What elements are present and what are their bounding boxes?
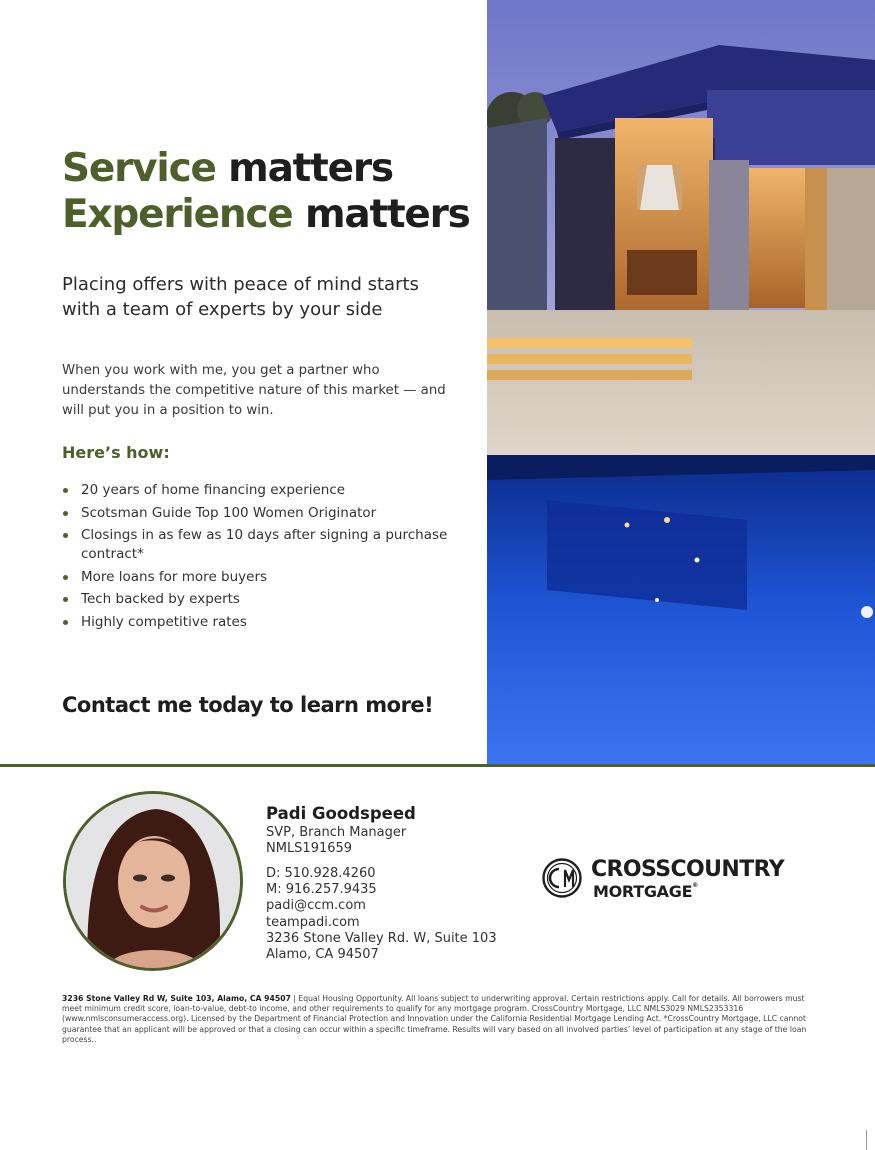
agent-title-block bbox=[266, 825, 406, 857]
brand-wordmark-mortgage: MORTGAGE bbox=[593, 882, 693, 901]
ccm-monogram-icon bbox=[542, 858, 582, 898]
benefit-item: Scotsman Guide Top 100 Women Originator bbox=[62, 504, 462, 523]
headline-matters-1: matters bbox=[228, 146, 393, 191]
benefit-item: Tech backed by experts bbox=[62, 590, 462, 609]
headline-line-2 bbox=[62, 192, 470, 238]
benefit-item: More loans for more buyers bbox=[62, 568, 462, 587]
intro-paragraph: When you work with me, you get a partner who understands the competitive nature of this market — and will put you in a position to win. bbox=[62, 363, 446, 418]
disclaimer-address: 3236 Stone Valley Rd W, Suite 103, Alamo, CA 94507 bbox=[62, 994, 291, 1003]
headline-line-1 bbox=[62, 146, 470, 192]
registered-mark: ® bbox=[692, 882, 698, 889]
agent-email[interactable]: padi@ccm.com bbox=[266, 898, 366, 914]
headline bbox=[62, 146, 470, 238]
benefit-item: Highly competitive rates bbox=[62, 613, 462, 632]
crosscountry-mortgage-logo bbox=[542, 858, 812, 904]
agent-website[interactable]: teampadi.com bbox=[266, 914, 360, 930]
benefits-list bbox=[62, 481, 462, 636]
agent-nmls: NMLS191659 bbox=[266, 841, 353, 857]
agent-contact-block bbox=[266, 866, 497, 963]
hero-photo-house-pool bbox=[487, 0, 875, 764]
disclaimer-text: | Equal Housing Opportunity. All loans subject to underwriting approval. Certain restrictions apply. Call for details. All borrowers must meet minimum credit score, loan-to-value, debt-to income, and other requirements to qualify for any mortgage program. CrossCountry Mortgage, LLC NMLS3029 NMLS2353316 (www.nmlsconsumeraccess.org). Licensed by the Department of Financial Protection and Innovation under the California Residential Mortgage Lending Act. *CrossCountry Mortgage, LLC cannot guarantee that an applicant will be approved or that a closing can occur within a specific timeframe. Results will vary based on all involved parties’ level of participation at any stage of the loan process.. bbox=[62, 994, 807, 1044]
subheadline: Placing offers with peace of mind starts with a team of experts by your side bbox=[62, 274, 419, 320]
benefit-item: Closings in as few as 10 days after signing a purchase contract* bbox=[62, 526, 462, 564]
headline-accent-service: Service bbox=[62, 146, 216, 191]
section-divider bbox=[0, 764, 875, 767]
agent-mobile-phone[interactable]: M: 916.257.9435 bbox=[266, 882, 377, 898]
headline-accent-experience: Experience bbox=[62, 192, 293, 237]
headline-matters-2: matters bbox=[304, 192, 470, 237]
agent-photo bbox=[63, 791, 243, 971]
call-to-action: Contact me today to learn more! bbox=[62, 693, 434, 717]
agent-title: SVP, Branch Manager bbox=[266, 825, 407, 840]
agent-address-line-1: 3236 Stone Valley Rd. W, Suite 103 bbox=[266, 930, 497, 946]
brand-wordmark-bottom bbox=[593, 882, 698, 901]
agent-name: Padi Goodspeed bbox=[266, 804, 416, 823]
benefit-item: 20 years of home financing experience bbox=[62, 481, 462, 500]
agent-direct-phone[interactable]: D: 510.928.4260 bbox=[266, 866, 376, 881]
legal-disclaimer bbox=[62, 994, 810, 1045]
how-heading: Here’s how: bbox=[62, 443, 170, 462]
agent-address-line-2: Alamo, CA 94507 bbox=[266, 947, 379, 963]
page-edge-mark bbox=[866, 1130, 867, 1150]
brand-wordmark-top: CROSSCOUNTRY bbox=[591, 857, 785, 882]
